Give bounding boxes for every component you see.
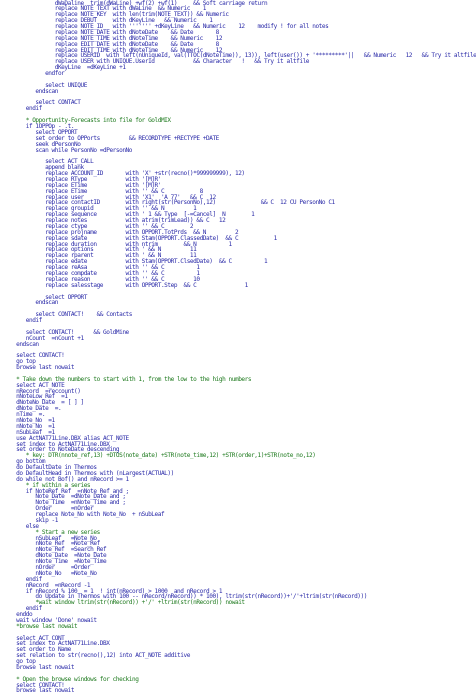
code-line[interactable]: *wait window ltrim(str(nRecord)) +'/' +ltrim(str(nRecord)) nowait (0, 599, 245, 607)
code-line[interactable]: do Update in Thermos with 100 -- nRecord/nRecord)) * 100), ltrim(str(nRecord))+'/'+ltrim(str(nRecord))) (0, 593, 367, 601)
code-line[interactable]: replace sdate with Stam(OPPORT.ClassedDate) && C 1 (0, 234, 277, 242)
code-line[interactable]: endif (0, 105, 42, 113)
code-line[interactable]: set order to OPPorts && RECORDTYPE +RECTYPE +DATE (0, 134, 219, 142)
code-line[interactable]: nNote_Ref =Search_Ref (0, 546, 107, 554)
code-line[interactable]: replace EDIT_TIME with dNoteTime && Numeric 12 (0, 46, 223, 54)
code-line[interactable]: nTime =. (0, 411, 46, 419)
code-line[interactable]: endfor (0, 70, 65, 78)
code-line[interactable]: do while not Bof() and nRecord >= 1 (0, 475, 129, 483)
code-line[interactable]: nSubLeaf =1 (0, 428, 55, 436)
code-line[interactable]: replace DEBUT with dKeyLine && Numeric 1 (0, 17, 213, 25)
code-line[interactable]: replace salesstage with OPPORT.Step && C 1 (0, 281, 248, 289)
code-line[interactable]: replace reAsa with '' && C 1 (0, 264, 200, 272)
code-line[interactable]: set index to ActNAT71Line.DBX (0, 640, 110, 648)
code-line[interactable]: select CONTACT! (0, 681, 65, 689)
code-line[interactable]: replace NOTE_TEXT with dWaLine && Numeric 1 (0, 5, 206, 13)
code-line[interactable]: go top (0, 658, 36, 666)
code-line[interactable]: replace compdate with '' && C 1 (0, 269, 200, 277)
code-line[interactable]: append blank (0, 164, 84, 172)
code-line[interactable]: set relation to str(recno(),12) into ACT_NOTE additive (0, 652, 190, 660)
code-line[interactable]: select ACT_NOTE (0, 381, 65, 389)
code-line[interactable]: select CONTACT (0, 99, 81, 107)
code-line[interactable]: replace notes with atrim(trimLead)) && C 12 (0, 217, 226, 225)
code-line[interactable]: replace Note_No with Note_No + nSubLeaf (0, 511, 165, 519)
code-line[interactable]: do DefaultHead in Thermos with (nLargest(ACTUAL)) (0, 469, 174, 477)
code-line[interactable]: select OPPORT (0, 293, 87, 301)
code-line[interactable]: endif (0, 575, 42, 583)
code-line[interactable]: nNote_No =Note_No (0, 569, 97, 577)
code-line[interactable]: replace USERID with left(nUniqueId, val(TTOC(dNoteTime)), 13)), left(user()) + '*********'|| && Numeric 12 && Try it altfile (0, 52, 476, 60)
code-line[interactable]: replace ACCOUNT_ID with 'X' +str(recno()*999999999), 12) (0, 170, 245, 178)
code-line[interactable]: replace contactID with right(str(PersonNo),12) && C 12 CU PersonNo C1 (0, 199, 335, 207)
code-line[interactable]: else (0, 522, 39, 530)
code-line[interactable]: browse last nowait (0, 663, 75, 671)
code-line[interactable]: nSubLeaf =Note_No (0, 534, 97, 542)
code-line[interactable]: replace NOTE_DATE with dNoteDate && Date 8 (0, 28, 219, 36)
code-line[interactable]: enddo (0, 611, 33, 619)
code-line[interactable]: endif (0, 605, 42, 613)
code-line[interactable]: if NoteRef_Ref =nNote_Ref and ; (0, 487, 129, 495)
code-line[interactable]: dNote_Date =. (0, 405, 62, 413)
code-line[interactable]: * key: DTR(nnote_ref,13) +DTOS(note_date) +STR(note_time,12) +STR(order,1)+STR(note_no,12) (0, 452, 316, 460)
code-line[interactable]: seek dPersonNo (0, 140, 81, 148)
code-line[interactable]: if nRecord % 100 = 1 ! int(nRecord) > 1000 and nRecord > 1 (0, 587, 223, 595)
code-line[interactable]: select UNIQUE (0, 81, 87, 89)
code-line[interactable]: replace reason with '' && C 10 (0, 275, 200, 283)
code-line[interactable]: replace USER with UNIQUE.UserId && Character ! && Try it altfile (0, 58, 309, 66)
code-line[interactable]: * Opportunity-Forecasts into file for GoldMIX (0, 117, 171, 125)
code-line[interactable]: wait window 'Done' nowait (0, 616, 97, 624)
code-line[interactable]: replace rparent with ' && N 11 (0, 252, 197, 260)
code-line[interactable]: nRecord =reccount() (0, 387, 81, 395)
code-line[interactable]: select ACT_CALL (0, 158, 94, 166)
code-line[interactable]: skip -1 (0, 516, 58, 524)
code-line[interactable]: replace duration with ntrim && N 1 (0, 240, 232, 248)
code-line[interactable]: nNote_No =1 (0, 422, 55, 430)
code-line[interactable]: replace ctype with '' && C 2 (0, 222, 194, 230)
code-line[interactable]: nNoteLow_Ref =1 (0, 393, 68, 401)
code-line[interactable]: * Start a new series (0, 528, 100, 536)
code-line[interactable]: nNote_Time =Note_Time (0, 558, 107, 566)
code-line[interactable]: nOrder =Order (0, 563, 91, 571)
code-line[interactable]: Note_Date =dNote_Date and ; (0, 493, 126, 501)
code-line[interactable]: replace EDIT_DATE with dNoteDate && Date 8 (0, 40, 219, 48)
code-line[interactable]: replace sequence with ' 1 && Type [-=Cancel] N 1 (0, 211, 255, 219)
code-line[interactable]: * if within a series (0, 481, 91, 489)
code-line[interactable]: replace options with ' && N 11 (0, 246, 197, 254)
code-line[interactable]: select CONTACT! && Contacts (0, 311, 132, 319)
code-line[interactable]: endif (0, 317, 42, 325)
code-line[interactable]: endscan (0, 299, 58, 307)
code-line[interactable]: set index to ActNAT71Line.DBX (0, 440, 110, 448)
code-line[interactable]: replace projname with OPPORT.TotPrds && N 2 (0, 228, 239, 236)
code-line[interactable]: do DefaultDate in Thermos (0, 464, 97, 472)
code-line[interactable]: dKeyLine =dKeyLine +1 (0, 64, 126, 72)
code-line[interactable]: select OPPORT (0, 128, 78, 136)
code-line[interactable]: endscan (0, 87, 58, 95)
code-line[interactable]: select CONTACT! && GoldMine (0, 328, 129, 336)
code-line[interactable]: scan while PersonNo =dPersonNo (0, 146, 132, 154)
code-line[interactable]: replace NOTE_ID with ''''''' +dKeyLine && Numeric 12 modify ! for all notes (0, 23, 329, 31)
code-line[interactable]: dNoteNo_Date = [ ] ] (0, 399, 84, 407)
code-line[interactable]: nNote_No =1 (0, 416, 55, 424)
code-line[interactable]: select CONTACT! (0, 352, 65, 360)
code-line[interactable]: browse last nowait (0, 687, 75, 695)
code-line[interactable]: Order =nOrder (0, 505, 94, 513)
code-line[interactable]: replace user with 'X1' 'A 77' && C 12 (0, 193, 216, 201)
code-line[interactable]: nNote_Ref =Note_Ref (0, 540, 100, 548)
code-line[interactable]: Note_Time =nNote_Time and ; (0, 499, 126, 507)
code-line[interactable]: set order to Name (0, 646, 71, 654)
code-line[interactable]: replace edate with Stam(OPPORT.ClsedDate) && C 1 (0, 258, 268, 266)
code-line[interactable]: replace RType with '[M]R' (0, 175, 161, 183)
code-line[interactable]: set order to NoteDate descending (0, 446, 120, 454)
code-line[interactable]: if 1OPPOp - .t. (0, 122, 75, 130)
code-line[interactable]: *browse last nowait (0, 622, 78, 630)
code-line[interactable]: use ActNAT71Line.DBX alias ACT_NOTE (0, 434, 129, 442)
code-line[interactable]: replace ETime with '' && C 8 (0, 187, 203, 195)
code-line[interactable]: * Open the browse windows for checking (0, 675, 139, 683)
code-line[interactable]: nCount =nCount +1 (0, 334, 84, 342)
code-line[interactable]: go bottom (0, 458, 46, 466)
code-line[interactable]: select ACT_CONT (0, 634, 65, 642)
code-line[interactable]: replace NOTE_TIME with dNoteTime && Numeric 12 (0, 34, 223, 42)
code-line[interactable]: replace ETime with '[M]R' (0, 181, 161, 189)
code-line[interactable]: dNote_Date =Note_Date (0, 552, 107, 560)
code-line[interactable]: replace groupid with '' && N 1 (0, 205, 197, 213)
code-line[interactable]: dWaDaline trim(dWaLine) +wf(2) +wf(1) && Soft carriage return (0, 0, 268, 7)
code-line[interactable]: * Take down the numbers to start with 1, from the low to the high numbers (0, 375, 252, 383)
code-line[interactable]: replace NOTE_KEY with len(trim(NOTE_TEXT)) && Numeric (0, 11, 229, 19)
code-line[interactable]: endscan (0, 340, 39, 348)
code-line[interactable]: nRecord =nRecord -1 (0, 581, 91, 589)
code-line[interactable]: browse last nowait (0, 364, 75, 372)
code-line[interactable]: go top (0, 358, 36, 366)
